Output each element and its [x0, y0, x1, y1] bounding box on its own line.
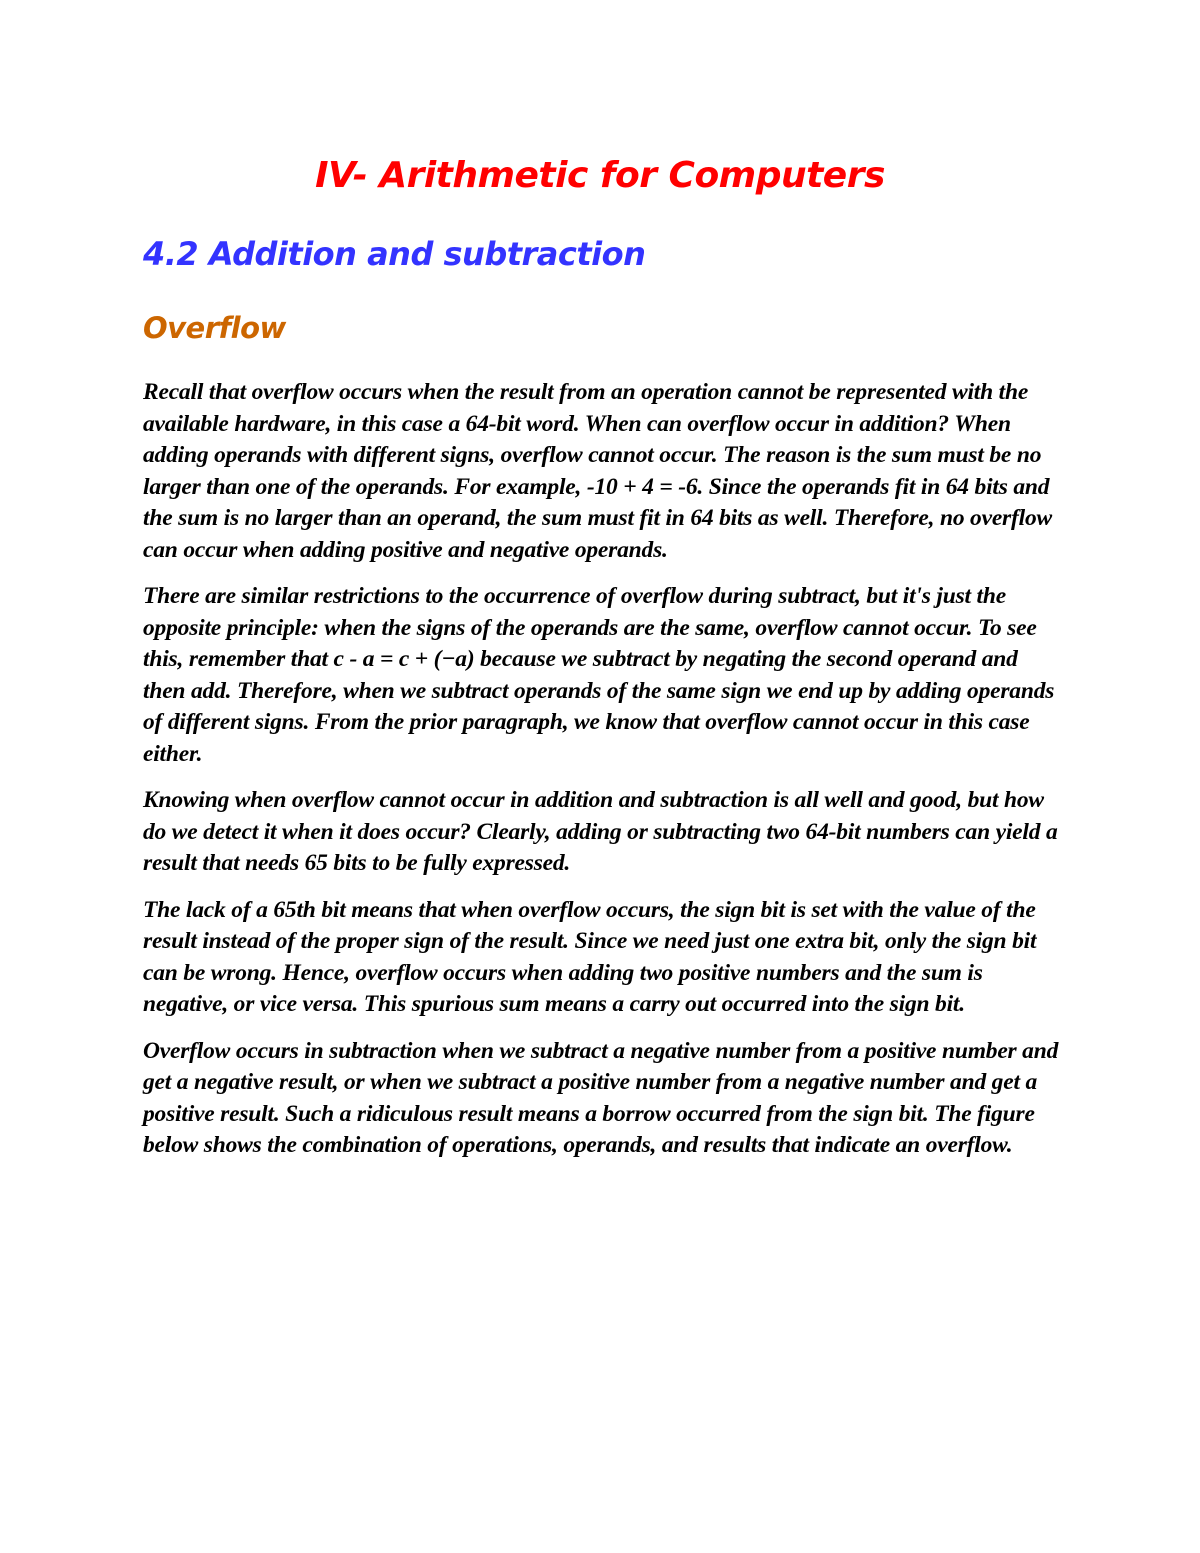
body-text	[143, 377, 1063, 1177]
paragraph: Overflow occurs in subtraction when we subtract a negative number from a positive number and get a negative result, or when we subtract a positive number from a negative number and get a positive result. Such a ridiculous result means a borrow occurred from the sign bit. The figure below shows the combination of operations, operands, and results that indicate an overflow.	[143, 1037, 1059, 1158]
paragraph: The lack of a 65th bit means that when overflow occurs, the sign bit is set with the value of the result instead of the proper sign of the result. Since we need just one extra bit, only the sign bit can be wrong. Hence, overflow occurs when adding two positive numbers and the sum is negative, or vice versa. This spurious sum means a carry out occurred into the sign bit.	[143, 896, 1037, 1017]
paragraph: Recall that overflow occurs when the result from an operation cannot be represented with the available hardware, in this case a 64-bit word. When can overflow occur in addition? When adding operands with different signs, overflow cannot occur. The reason is the sum must be no larger than one of the operands. For example, -10 + 4 = -6. Since the operands fit in 64 bits and the sum is no larger than an operand, the sum must fit in 64 bits as well. Therefore, no overflow can occur when adding positive and negative operands.	[143, 379, 1052, 563]
section-heading: 4.2 Addition and subtraction	[143, 235, 646, 273]
paragraph: There are similar restrictions to the occurrence of overflow during subtract, but it's just the opposite principle: when the signs of the operands are the same, overflow cannot occur. To see this, remember that c - a = c + (−a) because we subtract by negating the second operand and then add. Therefore, when we subtract operands of the same sign we end up by adding operands of different signs. From the prior paragraph, we know that overflow cannot occur in this case either.	[143, 583, 1055, 767]
subheading: Overflow	[143, 311, 286, 345]
paragraph: Knowing when overflow cannot occur in addition and subtraction is all well and good, but how do we detect it when it does occur? Clearly, adding or subtracting two 64-bit numbers can yield a result that needs 65 bits to be fully expressed.	[143, 787, 1058, 876]
page-title: IV- Arithmetic for Computers	[315, 155, 885, 196]
